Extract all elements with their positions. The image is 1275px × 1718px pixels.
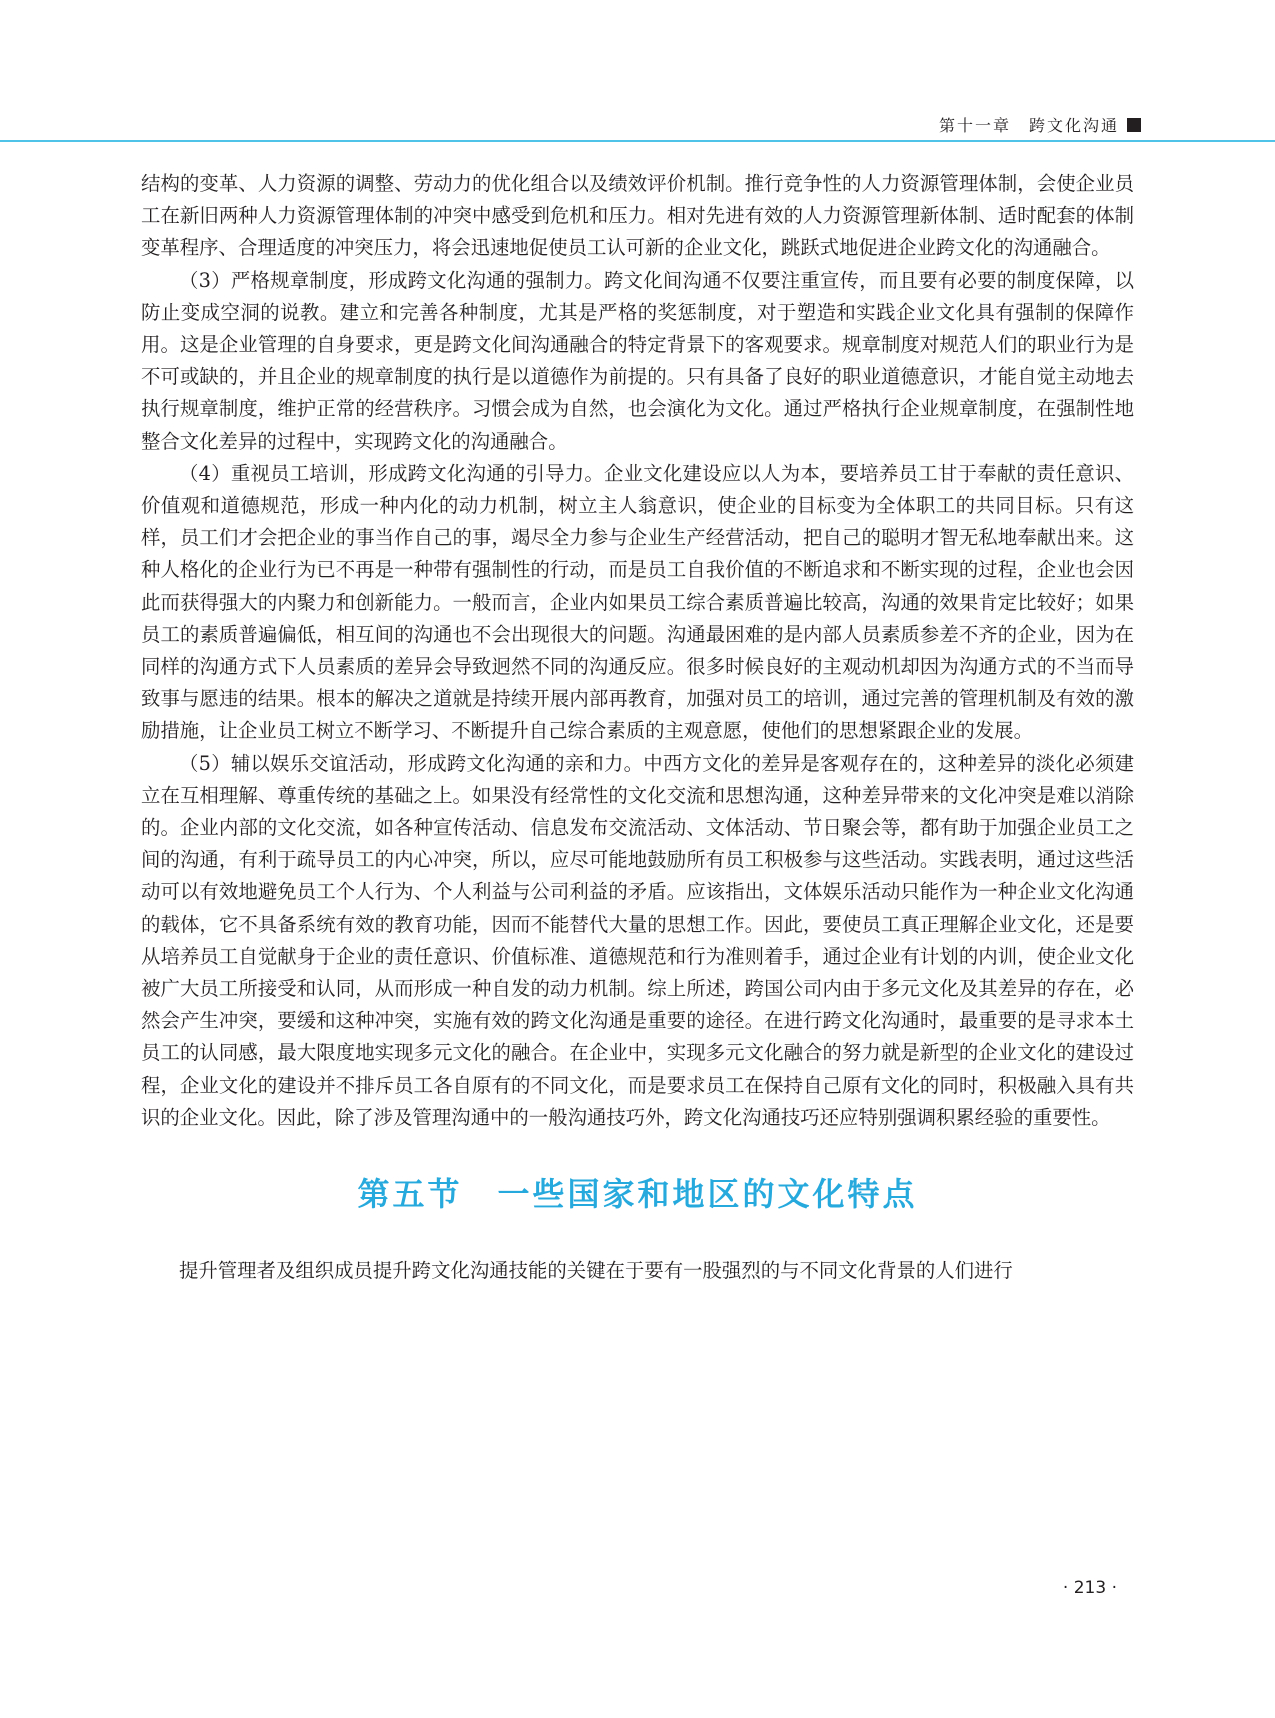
running-header	[939, 113, 1141, 136]
header-square-icon	[1127, 118, 1141, 132]
paragraph-item-3: （3）严格规章制度，形成跨文化沟通的强制力。跨文化间沟通不仅要注重宣传，而且要有必要的制度保障，以防止变成空洞的说教。建立和完善各种制度，尤其是严格的奖惩制度，对于塑造和实践企业文化具有强制的保障作用。这是企业管理的自身要求，更是跨文化间沟通融合的特定背景下的客观要求。规章制度对规范人们的职业行为是不可或缺的，并且企业的规章制度的执行是以道德作为前提的。只有具备了良好的职业道德意识，才能自觉主动地去执行规章制度，维护正常的经营秩序。习惯会成为自然，也会演化为文化。通过严格执行企业规章制度，在强制性地整合文化差异的过程中，实现跨文化的沟通融合。	[141, 268, 1134, 453]
paragraph-item-5: （5）辅以娱乐交谊活动，形成跨文化沟通的亲和力。中西方文化的差异是客观存在的，这种差异的淡化必须建立在互相理解、尊重传统的基础之上。如果没有经常性的文化交流和思想沟通，这种差异带来的文化冲突是难以消除的。企业内部的文化交流，如各种宣传活动、信息发布交流活动、文体活动、节日聚会等，都有助于加强企业员工之间的沟通，有利于疏导员工的内心冲突，所以，应尽可能地鼓励所有员工积极参与这些活动。实践表明，通过这些活动可以有效地避免员工个人行为、个人利益与公司利益的矛盾。应该指出，文体娱乐活动只能作为一种企业文化沟通的载体，它不具备系统有效的教育功能，因而不能替代大量的思想工作。因此，要使员工真正理解企业文化，还是要从培养员工自觉献身于企业的责任意识、价值标准、道德规范和行为准则着手，通过企业有计划的内训，使企业文化被广大员工所接受和认同，从而形成一种自发的动力机制。综上所述，跨国公司内由于多元文化及其差异的存在，必然会产生冲突，要缓和这种冲突，实施有效的跨文化沟通是重要的途径。在进行跨文化沟通时，最重要的是寻求本土员工的认同感，最大限度地实现多元文化的融合。在企业中，实现多元文化融合的努力就是新型的企业文化的建设过程，企业文化的建设并不排斥员工各自原有的不同文化，而是要求员工在保持自己原有文化的同时，积极融入具有共识的企业文化。因此，除了涉及管理沟通中的一般沟通技巧外，跨文化沟通技巧还应特别强调积累经验的重要性。	[141, 751, 1134, 1129]
section-heading: 第五节 一些国家和地区的文化特点	[357, 1175, 918, 1214]
section-intro-paragraph: 提升管理者及组织成员提升跨文化沟通技能的关键在于要有一股强烈的与不同文化背景的人们进行	[179, 1259, 1013, 1283]
chapter-title: 第十一章 跨文化沟通	[938, 116, 1119, 135]
header-rule	[0, 140, 1275, 142]
body-text	[141, 168, 1134, 1287]
paragraph-item-4: （4）重视员工培训，形成跨文化沟通的引导力。企业文化建设应以人为本，要培养员工甘于奉献的责任意识、价值观和道德规范，形成一种内化的动力机制，树立主人翁意识，使企业的目标变为全体职工的共同目标。只有这样，员工们才会把企业的事当作自己的事，竭尽全力参与企业生产经营活动，把自己的聪明才智无私地奉献出来。这种人格化的企业行为已不再是一种带有强制性的行动，而是员工自我价值的不断追求和不断实现的过程，企业也会因此而获得强大的内聚力和创新能力。一般而言，企业内如果员工综合素质普遍比较高，沟通的效果肯定比较好；如果员工的素质普遍偏低，相互间的沟通也不会出现很大的问题。沟通最困难的是内部人员素质参差不齐的企业，因为在同样的沟通方式下人员素质的差异会导致迥然不同的沟通反应。很多时候良好的主观动机却因为沟通方式的不当而导致事与愿违的结果。根本的解决之道就是持续开展内部再教育，加强对员工的培训，通过完善的管理机制及有效的激励措施，让企业员工树立不断学习、不断提升自己综合素质的主观意愿，使他们的思想紧跟企业的发展。	[141, 461, 1134, 743]
paragraph-continuation: 结构的变革、人力资源的调整、劳动力的优化组合以及绩效评价机制。推行竞争性的人力资源管理体制，会使企业员工在新旧两种人力资源管理体制的冲突中感受到危机和压力。相对先进有效的人力资源管理新体制、适时配套的体制变革程序、合理适度的冲突压力，将会迅速地促使员工认可新的企业文化，跳跃式地促进企业跨文化的沟通融合。	[141, 172, 1134, 260]
page-number: · 213 ·	[1062, 1578, 1117, 1598]
